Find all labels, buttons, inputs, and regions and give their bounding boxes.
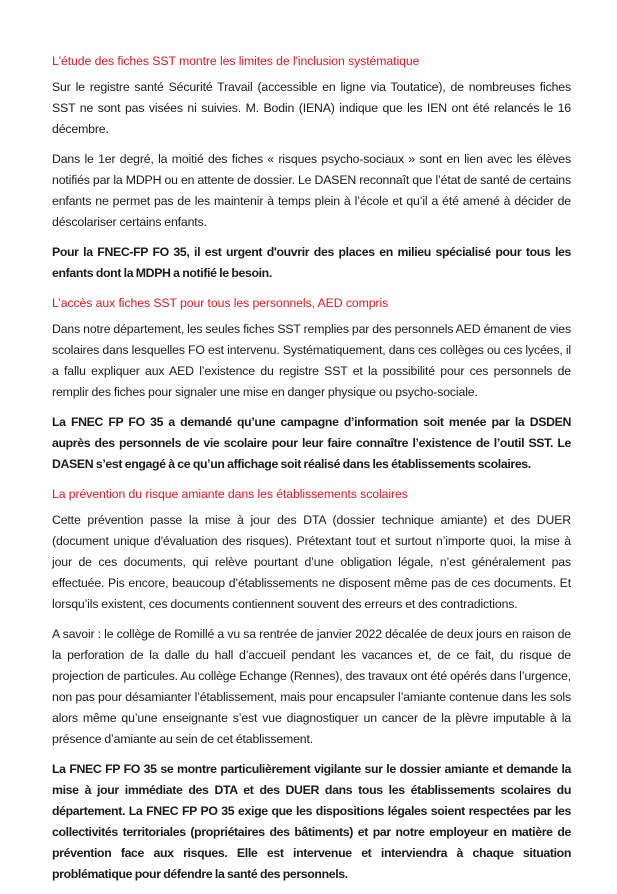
- paragraph: Dans notre département, les seules fiches SST remplies par des personnels AED émanent de vies scolaires dans lesquelles FO est intervenu. Systématiquement, dans ces collèges ou ces lycées, il a fallu expliquer aux AED l’existence du registre SST et la possibilité pour ces personnels de remplir des fiches pour signaler une mise en danger physique ou psycho-sociale.: [52, 322, 571, 399]
- section-inclusion: [52, 51, 571, 284]
- section-asbestos-prevention: [52, 484, 571, 885]
- section-aed-access: [52, 293, 571, 475]
- paragraph: Cette prévention passe la mise à jour des DTA (dossier technique amiante) et des DUER (document unique d'évaluation des risques). Prétextant tout et surtout n’importe quoi, la mise à jour de ces documents, qui relève pourtant d’une obligation légale, n’est généralement pas effectuée. Pis encore, beaucoup d’établissements ne disposent même pas de ces documents. Et lorsqu’ils existent, ces documents contiennent souvent des erreurs et des contradictions.: [52, 513, 571, 611]
- paragraph-bold: La FNEC FP FO 35 a demandé qu’une campagne d’information soit menée par la DSDEN auprès des personnels de vie scolaire pour leur faire connaître l’existence de l’outil SST. Le DASEN s’est engagé à ce qu’un affichage soit réalisé dans les établissements scolaires.: [52, 415, 571, 471]
- section-heading: L’accès aux fiches SST pour tous les personnels, AED compris: [52, 296, 389, 310]
- paragraph-bold: La FNEC FP FO 35 se montre particulièrement vigilante sur le dossier amiante et demande la mise à jour immédiate des DTA et des DUER dans tous les établissements scolaires du département. La FNEC FP PO 35 exige que les dispositions légales soient respectées par les collectivités territoriales (propriétaires des bâtiments) et par notre employeur en matière de prévention face aux risques. Elle est intervenue et interviendra à chaque situation problématique pour défendre la santé des personnels.: [52, 762, 571, 881]
- document-page: [52, 51, 571, 894]
- section-heading: La prévention du risque amiante dans les établissements scolaires: [52, 487, 408, 501]
- section-heading: L'étude des fiches SST montre les limites de l'inclusion systématique: [52, 54, 420, 68]
- paragraph: Sur le registre santé Sécurité Travail (accessible en ligne via Toutatice), de nombreuses fiches SST ne sont pas visées ni suivies. M. Bodin (IENA) indique que les IEN ont été relancés le 16 décembre.: [52, 80, 571, 136]
- paragraph: Dans le 1er degré, la moitié des fiches « risques psycho-sociaux » sont en lien avec les élèves notifiés par la MDPH ou en attente de dossier. Le DASEN reconnaît que l’état de santé de certains enfants ne permet pas de les maintenir à temps plein à l’école et qu’il a été amené à décider de déscolariser certains enfants.: [52, 152, 571, 229]
- paragraph: A savoir : le collège de Romillé a vu sa rentrée de janvier 2022 décalée de deux jours en raison de la perforation de la dalle du hall d’accueil pendant les vacances et, de ce fait, du risque de projection de particules. Au collège Echange (Rennes), des travaux ont été opérés dans l’urgence, non pas pour désamianter l’établissement, mais pour encapsuler l’amiante contenue dans les sols alors même qu’une enseignante s’est vue diagnostiquer un cancer de la plèvre imputable à la présence d’amiante au sein de cet établissement.: [52, 627, 571, 746]
- paragraph-bold: Pour la FNEC-FP FO 35, il est urgent d'ouvrir des places en milieu spécialisé pour tous les enfants dont la MDPH a notifié le besoin.: [52, 245, 571, 280]
